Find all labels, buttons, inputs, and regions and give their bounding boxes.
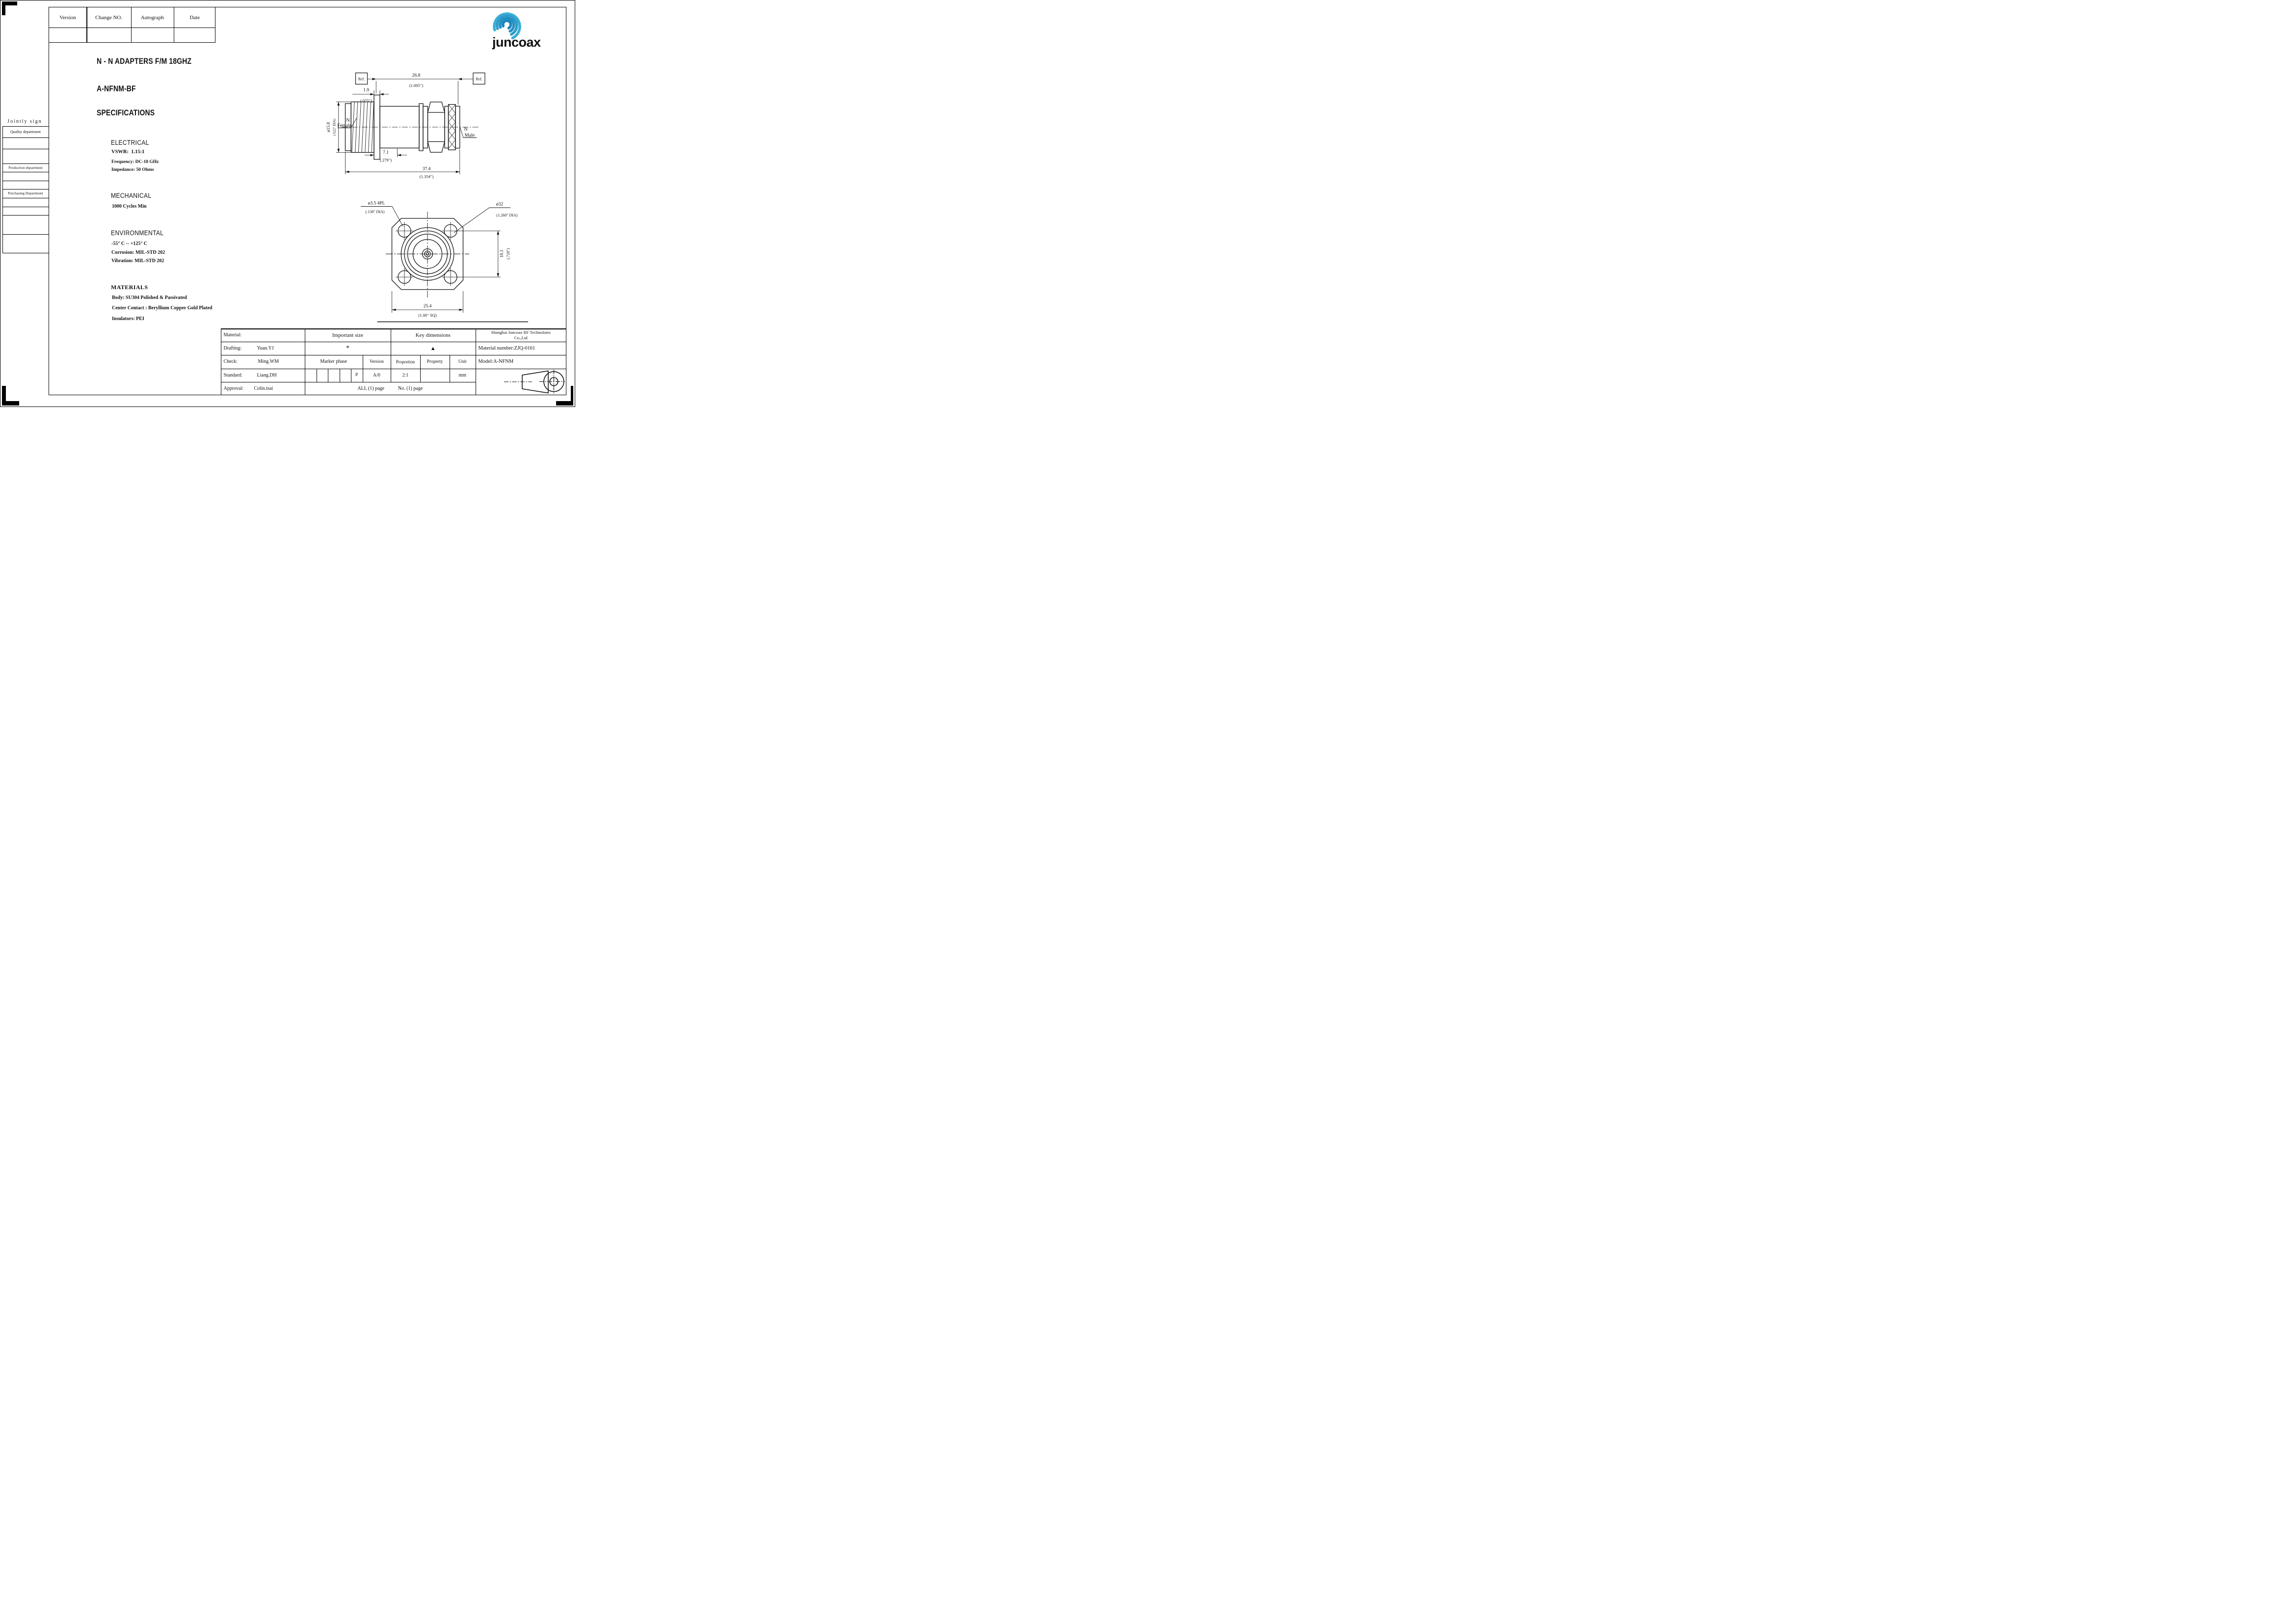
drawing-sheet (0, 0, 575, 407)
mechanical-heading: MECHANICAL (111, 192, 152, 199)
property-header: Property (427, 359, 443, 364)
n-female: Female (337, 123, 352, 129)
material-label: Material: (223, 332, 242, 338)
dim-25-4: 25.4 (423, 304, 432, 309)
revision-col-date: Date (189, 14, 200, 21)
check-row: Check: Ming.WM (223, 359, 279, 365)
revision-col-version: Version (59, 14, 76, 21)
front-view-drawing (349, 197, 535, 325)
sign-row-empty (3, 138, 49, 150)
sign-row-quality: Quality department (3, 127, 49, 138)
dim-7-1-in: (.279″) (379, 158, 392, 162)
spec-body: Body: SU304 Polished & Passivated (112, 295, 187, 300)
version-value: A/0 (373, 372, 380, 378)
spec-center-contact: Center Contact : Beryllium Copper Gold Plated (112, 305, 213, 311)
unit-value: mm (458, 372, 467, 378)
corner-mark-bottom-left-h (2, 401, 19, 406)
spec-cycles: 1000 Cycles Min (112, 204, 147, 209)
corner-mark-bottom-right-v (571, 386, 573, 406)
sign-row-purchasing: Purchasing Department (3, 189, 49, 198)
proportion-header: Proportion (396, 359, 415, 364)
standard-row: Standard: Liang.DH (223, 372, 277, 378)
spec-insulators: Insulators: PEI (112, 316, 144, 322)
spec-vswr: VSWR: 1.15:1 (111, 149, 145, 155)
key-dimension-mark: ▲ (430, 345, 436, 352)
sign-row-empty (3, 198, 49, 207)
dim-7-1: 7.1 (383, 150, 389, 155)
spec-impedance: Impedance: 50 Ohms (111, 167, 154, 172)
juncoax-logo (491, 12, 553, 50)
material-number: Material number:ZJQ-0161 (478, 346, 535, 352)
dim-37-4: 37.4 (422, 166, 431, 172)
approval-row: Approval: Colin.tsai (223, 385, 273, 391)
electrical-heading: ELECTRICAL (111, 139, 149, 146)
dim-26-8-in: (1.005″) (409, 83, 424, 88)
important-size-header: Important size (332, 332, 364, 338)
dim-holes-in: (.138″ DIA) (365, 210, 385, 214)
company-name: Shanghai Juncoax RF Technoloies Co.,Ltd (491, 330, 551, 340)
revision-col-autograph: Autograph (140, 14, 164, 21)
sign-row-empty (3, 216, 49, 235)
dia-32: ø32 (496, 202, 504, 207)
dim-1-9-in: (.075″) (360, 98, 373, 103)
title-block (221, 328, 567, 395)
spec-vibration: Vibration: MIL-STD 202 (111, 258, 164, 264)
corner-mark-top-left-v (2, 1, 6, 15)
dim-25-4-in: (1.00″ SQ) (418, 313, 437, 318)
sign-row-empty (3, 235, 49, 254)
dim-1-9: 1.9 (363, 88, 369, 93)
dim-26-8: 26.8 (412, 73, 421, 78)
key-dimensions-header: Key dimensions (415, 332, 451, 338)
pages-cell: ALL (1) page No. (1) page (357, 385, 423, 391)
materials-heading: MATERIALS (111, 284, 148, 291)
specifications-title: SPECIFICATIONS (97, 108, 155, 117)
ref-right-label: Ref. (476, 77, 482, 81)
side-view-drawing (323, 65, 492, 181)
drafting-row: Drafting: Yuan.YJ (223, 346, 274, 352)
model-cell: Model:A-NFNM (478, 359, 514, 365)
jointly-sign-table (2, 126, 49, 253)
phase-p-cell: P (355, 373, 358, 378)
n-male-n: N (464, 127, 468, 132)
spec-temperature: -55° C -- +125° C (111, 241, 148, 246)
sign-row-empty (3, 207, 49, 216)
sign-row-empty (3, 181, 49, 189)
dim-18-3: 18.3 (499, 250, 504, 258)
ref-left-label: Ref. (358, 77, 365, 81)
sign-row-production: Production department (3, 164, 49, 173)
logo-wordmark: juncoax (492, 35, 541, 50)
dim-18-3-in: (.720″) (506, 248, 510, 260)
proportion-value: 2:1 (402, 372, 409, 378)
product-title: N - N ADAPTERS F/M 18GHZ (97, 56, 192, 66)
n-female-n: N (346, 118, 350, 123)
revision-table (49, 7, 216, 43)
dim-37-4-in: (1.354″) (419, 174, 434, 179)
dia-15-8: ø15.8 (326, 122, 331, 133)
environmental-heading: ENVIRONMENTAL (111, 229, 164, 237)
projection-symbol (476, 369, 566, 395)
dim-holes: ø3.5 4PL (368, 201, 385, 206)
dia-32-in: (1.260″ DIA) (496, 213, 518, 217)
sign-row-empty (3, 149, 49, 164)
dia-15-8-in: (.622″ DIA) (332, 118, 337, 136)
revision-col-change-no: Change NO. (95, 14, 123, 21)
jointly-sign-title: Jointly sign (7, 119, 42, 124)
version-header: Version (369, 359, 384, 364)
spec-frequency: Frequency: DC-18 GHz (111, 160, 159, 164)
unit-header: Unit (458, 359, 467, 364)
sign-row-empty (3, 172, 49, 181)
marker-phase-header: Marker phase (320, 359, 347, 365)
model-code-title: A-NFNM-BF (97, 84, 136, 93)
n-male: Male (464, 133, 475, 138)
important-size-mark: * (346, 344, 349, 352)
spec-corrosion: Corrosion: MIL-STD 202 (111, 250, 165, 255)
